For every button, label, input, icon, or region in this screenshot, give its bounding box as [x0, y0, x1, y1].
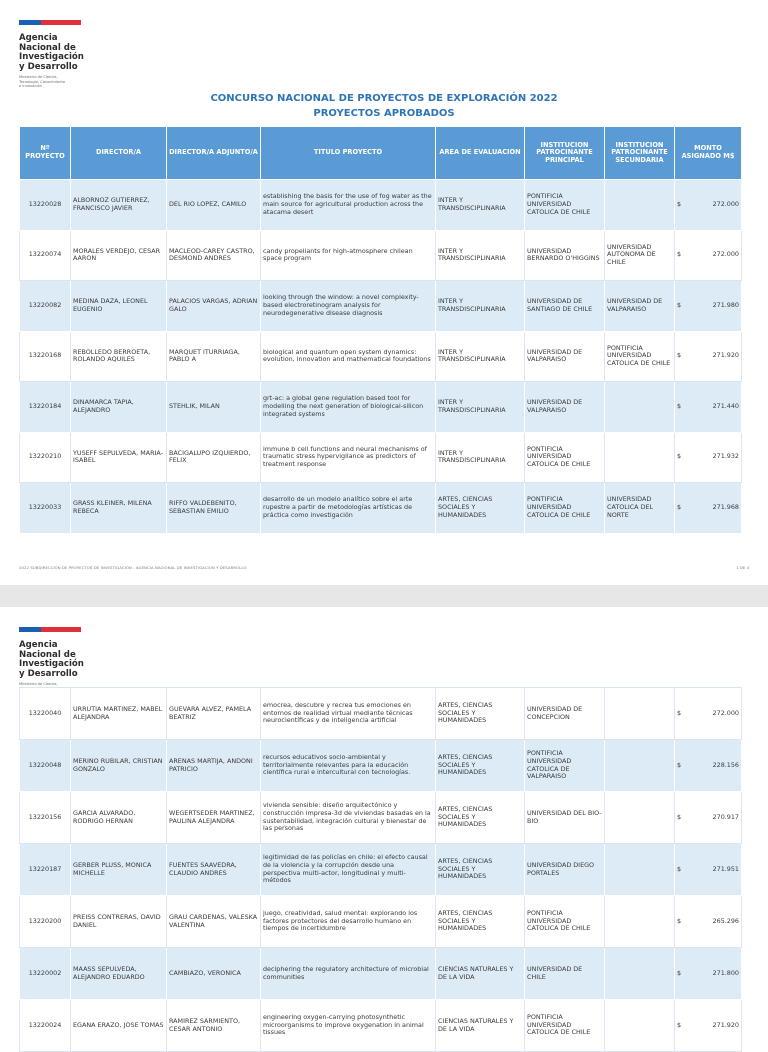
anid-logo — [19, 627, 89, 695]
director-name: MERINO RUBILAR, CRISTIAN GONZALO — [71, 740, 167, 792]
project-title: candy propellants for high-atmosphere chilean space program — [261, 230, 436, 281]
evaluation-area: ARTES, CIENCIAS SOCIALES Y HUMANIDADES — [436, 844, 525, 896]
header-titulo: TITULO PROYECTO — [261, 127, 436, 180]
evaluation-area: INTER Y TRANSDISCIPLINARIA — [436, 230, 525, 281]
currency-symbol: $ — [677, 812, 682, 821]
project-number: 13220168 — [20, 331, 71, 382]
sponsor-principal: PONTIFICIA UNIVERSIDAD CATOLICA DE VALPARAISO — [525, 740, 605, 792]
sponsor-secondary — [605, 740, 675, 792]
sponsor-secondary: UNIVERSIDAD AUTONOMA DE CHILE — [605, 230, 675, 281]
project-number: 13220210 — [20, 432, 71, 483]
project-title: deciphering the regulatory architecture of microbial communities — [261, 948, 436, 1000]
amount-value: 271.980 — [712, 300, 739, 309]
sponsor-secondary — [605, 382, 675, 433]
table-row — [20, 180, 742, 231]
sponsor-principal: UNIVERSIDAD DE SANTIAGO DE CHILE — [525, 281, 605, 332]
currency-symbol: $ — [677, 351, 682, 360]
adjunct-director-name: CAMBIAZO, VERONICA — [167, 948, 261, 1000]
sponsor-secondary: PONTIFICIA UNIVERSIDAD CATOLICA DE CHILE — [605, 331, 675, 382]
director-name: PREISS CONTRERAS, DAVID DANIEL — [71, 896, 167, 948]
director-name: MORALES VERDEJO, CESAR AARON — [71, 230, 167, 281]
project-number: 13220187 — [20, 844, 71, 896]
adjunct-director-name: DEL RIO LOPEZ, CAMILO — [167, 180, 261, 231]
sponsor-secondary: UNIVERSIDAD DE VALPARAISO — [605, 281, 675, 332]
table-row — [20, 483, 742, 534]
sponsor-secondary — [605, 792, 675, 844]
page-separator — [0, 585, 768, 607]
header-inst-principal: INSTITUCION PATROCINANTE PRINCIPAL — [525, 127, 605, 180]
adjunct-director-name: BACIGALUPO IZQUIERDO, FELIX — [167, 432, 261, 483]
adjunct-director-name: ARENAS MARTIJA, ANDONI PATRICIO — [167, 740, 261, 792]
project-title: establishing the basis for the use of fog water as the main source for agricultural production across the atacama desert — [261, 180, 436, 231]
header-inst-secundaria: INSTITUCION PATROCINANTE SECUNDARIA — [605, 127, 675, 180]
sponsor-secondary: UNIVERSIDAD CATOLICA DEL NORTE — [605, 483, 675, 534]
currency-symbol: $ — [677, 199, 682, 208]
project-number: 13220028 — [20, 180, 71, 231]
project-title: juego, creatividad, salud mental: explorando los factores protectores del desarrollo humano en tiempos de incertidumbre — [261, 896, 436, 948]
director-name: MAASS SEPULVEDA, ALEJANDRO EDUARDO — [71, 948, 167, 1000]
amount-cell — [675, 180, 742, 231]
evaluation-area: INTER Y TRANSDISCIPLINARIA — [436, 331, 525, 382]
table-row — [20, 230, 742, 281]
sponsor-principal: UNIVERSIDAD DE CHILE — [525, 948, 605, 1000]
project-number: 13220002 — [20, 948, 71, 1000]
document-title: CONCURSO NACIONAL DE PROYECTOS DE EXPLORACIÓN 2022 — [210, 93, 558, 104]
project-number: 13220200 — [20, 896, 71, 948]
sponsor-principal: UNIVERSIDAD DE VALPARAISO — [525, 382, 605, 433]
project-title: vivienda sensible: diseño arquitectónico y construcción impresa-3d de viviendas basadas en la sustentabilidad, integración cultural y bienestar de las personas — [261, 792, 436, 844]
amount-cell — [675, 844, 742, 896]
adjunct-director-name: RIFFO VALDEBENITO, SEBASTIAN EMILIO — [167, 483, 261, 534]
project-number: 13220082 — [20, 281, 71, 332]
evaluation-area: INTER Y TRANSDISCIPLINARIA — [436, 180, 525, 231]
sponsor-principal: UNIVERSIDAD DEL BIO-BIO — [525, 792, 605, 844]
table-row — [20, 281, 742, 332]
adjunct-director-name: PALACIOS VARGAS, ADRIAN GALO — [167, 281, 261, 332]
document-page-2 — [0, 607, 768, 1037]
project-title: recursos educativos socio-ambiental y territorialmente relevantes para la educación científica rural e intercultural con tecnologías. — [261, 740, 436, 792]
sponsor-principal: PONTIFICIA UNIVERSIDAD CATOLICA DE CHILE — [525, 483, 605, 534]
amount-value: 271.920 — [712, 1020, 739, 1029]
director-name: GRASS KLEINER, MILENA REBECA — [71, 483, 167, 534]
project-number: 13220040 — [20, 688, 71, 740]
table-row — [20, 948, 742, 1000]
adjunct-director-name: MACLEOD-CAREY CASTRO, DESMOND ANDRES — [167, 230, 261, 281]
adjunct-director-name: FUENTES SAAVEDRA, CLAUDIO ANDRES — [167, 844, 261, 896]
sponsor-principal: UNIVERSIDAD BERNARDO O'HIGGINS — [525, 230, 605, 281]
project-title: engineering oxygen-carrying photosynthetic microorganisms to improve oxygenation in animal tissues — [261, 1000, 436, 1052]
amount-cell — [675, 483, 742, 534]
amount-cell — [675, 382, 742, 433]
evaluation-area: CIENCIAS NATURALES Y DE LA VIDA — [436, 948, 525, 1000]
sponsor-principal: UNIVERSIDAD DE CONCEPCION — [525, 688, 605, 740]
logo-name: Agencia Nacional de Investigación y Desarrollo — [19, 640, 84, 679]
adjunct-director-name: GRAU CARDENAS, VALESKA VALENTINA — [167, 896, 261, 948]
table-row — [20, 688, 742, 740]
table-row — [20, 331, 742, 382]
amount-cell — [675, 948, 742, 1000]
amount-cell — [675, 230, 742, 281]
amount-cell — [675, 331, 742, 382]
project-title: immune b cell functions and neural mechanisms of traumatic stress hypervigilance as predictors of treatment response — [261, 432, 436, 483]
director-name: YUSEFF SEPULVEDA, MARIA-ISABEL — [71, 432, 167, 483]
amount-value: 272.000 — [712, 708, 739, 717]
currency-symbol: $ — [677, 401, 682, 410]
header-area: AREA DE EVALUACION — [436, 127, 525, 180]
header-nro-proyecto: Nº PROYECTO — [20, 127, 71, 180]
sponsor-secondary — [605, 180, 675, 231]
sponsor-principal: PONTIFICIA UNIVERSIDAD CATOLICA DE CHILE — [525, 432, 605, 483]
amount-cell — [675, 792, 742, 844]
currency-symbol: $ — [677, 452, 682, 461]
project-title: legitimidad de las policías en chile: el efecto causal de la violencia y la corrupción desde una perspectiva multi-actor, longitudinal y multi-métodos — [261, 844, 436, 896]
project-number: 13220156 — [20, 792, 71, 844]
adjunct-director-name: STEHLIK, MILAN — [167, 382, 261, 433]
table-row — [20, 792, 742, 844]
amount-cell — [675, 432, 742, 483]
table-row — [20, 844, 742, 896]
currency-symbol: $ — [677, 1020, 682, 1029]
evaluation-area: CIENCIAS NATURALES Y DE LA VIDA — [436, 1000, 525, 1052]
page-footer: 2022 SUBDIRECCION DE PROYECTOS DE INVESTIGACION - AGENCIA NACIONAL DE INVESTIGACION Y DESARROLLO — [19, 565, 247, 570]
currency-symbol: $ — [677, 916, 682, 925]
header-director-adjunto: DIRECTOR/A ADJUNTO/A — [167, 127, 261, 180]
amount-cell — [675, 740, 742, 792]
director-name: GARCIA ALVARADO, RODRIGO HERNAN — [71, 792, 167, 844]
sponsor-principal: PONTIFICIA UNIVERSIDAD CATOLICA DE CHILE — [525, 896, 605, 948]
project-title: grt-ac: a global gene regulation based tool for modelling the next generation of biological-silicon integrated systems — [261, 382, 436, 433]
adjunct-director-name: MARQUET ITURRIAGA, PABLO A — [167, 331, 261, 382]
sponsor-secondary — [605, 896, 675, 948]
amount-value: 271.968 — [712, 502, 739, 511]
table-row — [20, 382, 742, 433]
sponsor-secondary — [605, 844, 675, 896]
evaluation-area: ARTES, CIENCIAS SOCIALES Y HUMANIDADES — [436, 740, 525, 792]
sponsor-principal: UNIVERSIDAD DE VALPARAISO — [525, 331, 605, 382]
currency-symbol: $ — [677, 760, 682, 769]
amount-value: 228.156 — [712, 760, 739, 769]
amount-cell — [675, 1000, 742, 1052]
logo-name: Agencia Nacional de Investigación y Desarrollo — [19, 33, 84, 72]
projects-table-page-1 — [19, 126, 742, 534]
sponsor-secondary — [605, 688, 675, 740]
amount-value: 271.800 — [712, 968, 739, 977]
evaluation-area: ARTES, CIENCIAS SOCIALES Y HUMANIDADES — [436, 896, 525, 948]
director-name: EGANA ERAZO, JOSE TOMAS — [71, 1000, 167, 1052]
project-number: 13220024 — [20, 1000, 71, 1052]
evaluation-area: INTER Y TRANSDISCIPLINARIA — [436, 382, 525, 433]
project-number: 13220033 — [20, 483, 71, 534]
sponsor-principal: PONTIFICIA UNIVERSIDAD CATOLICA DE CHILE — [525, 1000, 605, 1052]
evaluation-area: INTER Y TRANSDISCIPLINARIA — [436, 432, 525, 483]
project-number: 13220048 — [20, 740, 71, 792]
project-number: 13220074 — [20, 230, 71, 281]
sponsor-principal: PONTIFICIA UNIVERSIDAD CATOLICA DE CHILE — [525, 180, 605, 231]
currency-symbol: $ — [677, 864, 682, 873]
adjunct-director-name: GUEVARA ALVEZ, PAMELA BEATRIZ — [167, 688, 261, 740]
flag-stripe-icon — [19, 20, 81, 25]
table-row — [20, 896, 742, 948]
project-title: emocrea, descubre y recrea tus emociones en entornos de realidad virtual mediante técnicas neurocientíficas y de inteligencia artificial — [261, 688, 436, 740]
header-monto: MONTO ASIGNADO M$ — [675, 127, 742, 180]
amount-value: 272.000 — [712, 199, 739, 208]
currency-symbol: $ — [677, 502, 682, 511]
amount-value: 272.000 — [712, 250, 739, 259]
evaluation-area: ARTES, CIENCIAS SOCIALES Y HUMANIDADES — [436, 483, 525, 534]
project-title: desarrollo de un modelo analítico sobre el arte rupestre a partir de metodologías artísticas de práctica como investigación — [261, 483, 436, 534]
anid-logo — [19, 20, 89, 88]
amount-value: 265.296 — [712, 916, 739, 925]
currency-symbol: $ — [677, 708, 682, 717]
header-director: DIRECTOR/A — [71, 127, 167, 180]
amount-value: 271.932 — [712, 452, 739, 461]
project-number: 13220184 — [20, 382, 71, 433]
currency-symbol: $ — [677, 300, 682, 309]
document-subtitle: PROYECTOS APROBADOS — [313, 108, 455, 119]
evaluation-area: INTER Y TRANSDISCIPLINARIA — [436, 281, 525, 332]
amount-cell — [675, 688, 742, 740]
flag-stripe-icon — [19, 627, 81, 632]
sponsor-secondary — [605, 432, 675, 483]
director-name: REBOLLEDO BERROETA, ROLANDO AQUILES — [71, 331, 167, 382]
amount-cell — [675, 896, 742, 948]
evaluation-area: ARTES, CIENCIAS SOCIALES Y HUMANIDADES — [436, 792, 525, 844]
sponsor-secondary — [605, 1000, 675, 1052]
project-title: biological and quantum open system dynamics: evolution, innovation and mathematical foundations — [261, 331, 436, 382]
page-number: 1 DE 4 — [736, 565, 749, 570]
amount-value: 271.440 — [712, 401, 739, 410]
projects-table-page-2 — [19, 687, 742, 1052]
amount-value: 270.917 — [712, 812, 739, 821]
director-name: GERBER PLUSS, MONICA MICHELLE — [71, 844, 167, 896]
currency-symbol: $ — [677, 250, 682, 259]
sponsor-secondary — [605, 948, 675, 1000]
adjunct-director-name: WEGERTSEDER MARTINEZ, PAULINA ALEJANDRA — [167, 792, 261, 844]
amount-value: 271.951 — [712, 864, 739, 873]
director-name: URRUTIA MARTINEZ, MABEL ALEJANDRA — [71, 688, 167, 740]
amount-cell — [675, 281, 742, 332]
table-row — [20, 740, 742, 792]
sponsor-principal: UNIVERSIDAD DIEGO PORTALES — [525, 844, 605, 896]
table-row — [20, 1000, 742, 1052]
project-title: looking through the window: a novel complexity-based electroretinogram analysis for neurodegenerative disease diagnosis — [261, 281, 436, 332]
currency-symbol: $ — [677, 968, 682, 977]
director-name: MEDINA DAZA, LEONEL EUGENIO — [71, 281, 167, 332]
adjunct-director-name: RAMIREZ SARMIENTO, CESAR ANTONIO — [167, 1000, 261, 1052]
logo-subtitle: Ministerio de Ciencia, Tecnología, Conocimiento e Innovación — [19, 75, 65, 88]
director-name: ALBORNOZ GUTIERREZ, FRANCISCO JAVIER — [71, 180, 167, 231]
table-header-row — [20, 127, 742, 180]
amount-value: 271.920 — [712, 351, 739, 360]
logo-subtitle: Ministerio de Ciencia, — [19, 682, 58, 687]
evaluation-area: ARTES, CIENCIAS SOCIALES Y HUMANIDADES — [436, 688, 525, 740]
director-name: DINAMARCA TAPIA, ALEJANDRO — [71, 382, 167, 433]
table-row — [20, 432, 742, 483]
